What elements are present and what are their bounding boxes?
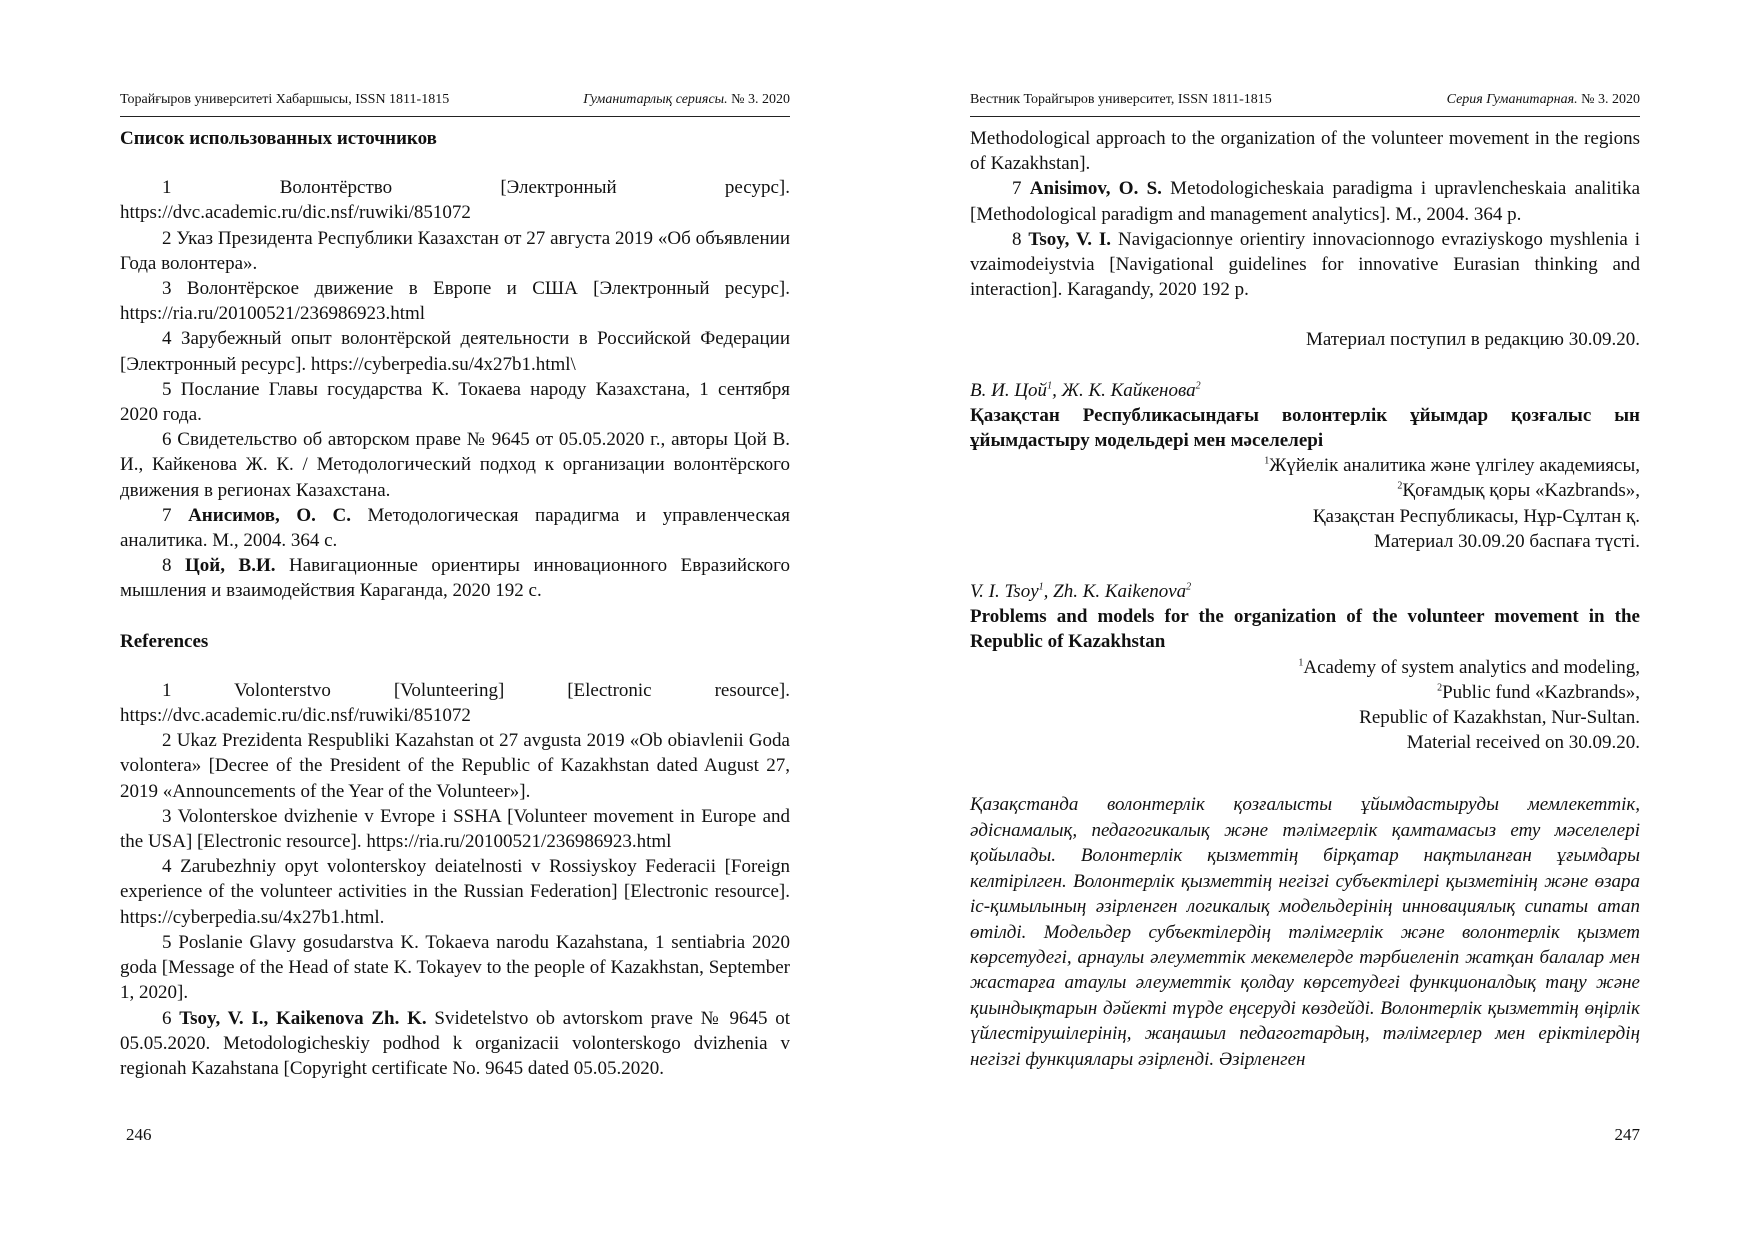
reference-author: Цой, В.И.: [185, 555, 276, 577]
running-header: [970, 92, 1640, 117]
en-received-note: Material received on 30.09.20.: [1406, 732, 1640, 754]
kz-affiliation: Қазақстан Республикасы, Нұр-Сұлтан қ.: [1312, 505, 1640, 527]
reference-item: 4 Зарубежный опыт волонтёрской деятельности в Российской Федерации [Электронный ресурс]. https://cyberpedia.su/4x27b1.html\: [120, 328, 790, 375]
series-name: Гуманитарлық сериясы.: [583, 92, 728, 107]
right-body: [970, 126, 1640, 1072]
reference-continuation: Methodological approach to the organization of the volunteer movement in the regions of Kazakhstan].: [970, 128, 1640, 175]
reference-item: 7 Anisimov, O. S. Metodologicheskaia paradigma i upravlencheskaia analitika [Methodological paradigm and management analytics]. M., 2004. 364 p.: [970, 178, 1641, 225]
series-label: [583, 92, 790, 108]
reference-author: Tsoy, V. I.: [1028, 228, 1112, 250]
en-article-title: Problems and models for the organization of the volunteer movement in the Republic of Kazakhstan: [970, 606, 1640, 653]
reference-item: 5 Poslanie Glavy gosudarstva K. Tokaeva narodu Kazahstana, 1 sentiabria 2020 goda [Message of the Head of state K. Tokayev to the people of Kazakhstan, September 1, 2020].: [120, 931, 790, 1004]
issue-number: № 3. 2020: [731, 92, 790, 107]
reference-item: 8 Цой, В.И. Навигационные ориентиры инновационного Евразийского мышления и взаимодействия Караганда, 2020 192 с.: [120, 555, 791, 602]
right-page: [970, 0, 1640, 1241]
reference-author: Анисимов, О. С.: [188, 504, 351, 526]
reference-item: 7 Анисимов, О. С. Методологическая парадигма и управленческая аналитика. М., 2004. 364 с.: [120, 504, 791, 552]
reference-author: Tsoy, V. I., Kaikenova Zh. K.: [179, 1007, 427, 1029]
reference-item: 1 Волонтёрство [Электронный ресурс]. https://dvc.academic.ru/dic.nsf/ruwiki/851072: [120, 177, 790, 224]
reference-item: 4 Zarubezhniy opyt volonterskoy deiatelnosti v Rossiyskoy Federacii [Foreign experience of the volunteer activities in the Russian Federation] [Electronic resource]. https://cyberpedia.su/4x27b1.html.: [120, 856, 790, 928]
kz-affiliation: $^1$Жүйелік аналитика және үлгілеу академиясы,: [1264, 455, 1640, 477]
reference-item: 8 Tsoy, V. I. Navigacionnye orientiry innovacionnogo evraziyskogo myshlenia i vzaimodeiystvia [Navigational guidelines for innovative Eurasian thinking and interaction]. Karagandy, 2020 192 p.: [970, 228, 1640, 301]
en-authors: V. I. Tsoy$^1$, Zh. K. Kaikenova$^2$: [970, 581, 1192, 603]
kz-authors: В. И. Цой$^1$, Ж. К. Кайкенова$^2$: [970, 379, 1201, 401]
reference-item: 2 Указ Президента Республики Казахстан от 27 августа 2019 «Об объявлении Года волонтера».: [120, 227, 790, 274]
page-number: 246: [126, 1125, 152, 1144]
en-affiliation: $^1$Academy of system analytics and modeling,: [1298, 656, 1640, 678]
journal-title: Торайғыров университеті Хабаршысы, ISSN 1811-1815: [120, 92, 450, 107]
page-number: 247: [1614, 1125, 1640, 1144]
reference-item: 6 Tsoy, V. I., Kaikenova Zh. K. Svidetelstvo ob avtorskom prave № 9645 ot 05.05.2020. Metodologicheskiy podhod k organizacii volonterskogo dvizhenia v regionah Kazahstana [Copyright certificate No. 9645 dated 05.05.2020.: [120, 1007, 790, 1079]
references-heading-ru: Список использованных источников: [120, 128, 437, 149]
abstract-text: Қазақстанда волонтерлік қозғалысты ұйымдастыруды мемлекеттік, әдіснамалық, педагогикалық және тәлімгерлік қамтамасыз ету мәселелері қойылады. Волонтерлік қызметтің бірқатар нақтыланған ұғымдары келтірілген. Волонтерлік қызметтің негізгі субъектілері қызметінің және өзара іс-қимылының әзірленген логикалық модельдерінің инновациялық сипаты атап өтілді. Модельдер субъектілердің тәлімгерлік және волонтерлік қызмет көрсетудегі, арнаулы әлеуметтік мекемелерде тәрбиеленіп жатқан балалар мен жастарға атаулы әлеуметтік қолдау көрсетудегі функционалдық таңу және қиындықтарын дәйекті түрде еңсеруді көздейді. Волонтерлік қызметтің өңірлік үйлестірушілерінің, жаңашыл педагогтардың, тәлімгерлер мен еріктілердің негізгі функциялары әзірленді. Әзірленген: [970, 794, 1640, 1070]
running-header: [120, 92, 790, 117]
en-affiliation: $^2$Public fund «Kazbrands»,: [1437, 681, 1640, 703]
references-heading-en: References: [120, 630, 209, 652]
kz-article-title: Қазақстан Республикасындағы волонтерлік ұйымдар қозғалыс ын ұйымдастыру модельдері мен мәселелері: [970, 404, 1640, 452]
reference-item: 2 Ukaz Prezidenta Respubliki Kazahstan ot 27 avgusta 2019 «Ob obiavlenii Goda volontera» [Decree of the President of the Republic of Kazakhstan dated August 27, 2019 «Announcements of the Year of the Volunteer»].: [120, 730, 790, 802]
left-page: [120, 0, 790, 1241]
reference-item: 6 Свидетельство об авторском праве № 9645 от 05.05.2020 г., авторы Цой В. И., Кайкенова Ж. К. / Методологический подход к организации волонтёрского движения в регионах Казахстана.: [120, 429, 790, 501]
reference-item: 1 Volonterstvo [Volunteering] [Electronic resource]. https://dvc.academic.ru/dic.nsf/ruwiki/851072: [120, 679, 790, 727]
reference-item: 3 Волонтёрское движение в Европе и США [Электронный ресурс]. https://ria.ru/20100521/236986923.html: [120, 278, 790, 325]
issue-number: № 3. 2020: [1581, 92, 1640, 107]
kz-affiliation: $^2$Қоғамдық қоры «Kazbrands»,: [1397, 480, 1640, 502]
en-affiliation: Republic of Kazakhstan, Nur-Sultan.: [1359, 707, 1640, 729]
left-body: [120, 126, 790, 1081]
kz-received-note: Материал 30.09.20 баспаға түсті.: [1374, 530, 1640, 552]
series-label: [1447, 92, 1640, 108]
reference-author: Anisimov, O. S.: [1029, 178, 1162, 200]
reference-item: 5 Послание Главы государства К. Токаева народу Казахстана, 1 сентября 2020 года.: [120, 378, 790, 426]
journal-title: Вестник Торайгыров университет, ISSN 1811-1815: [970, 92, 1272, 107]
series-name: Серия Гуманитарная.: [1446, 92, 1578, 107]
reference-item: 3 Volonterskoe dvizhenie v Evrope i SSHA [Volunteer movement in Europe and the USA] [Electronic resource]. https://ria.ru/20100521/236986923.html: [120, 805, 790, 853]
received-note-ru: Материал поступил в редакцию 30.09.20.: [1305, 329, 1640, 351]
